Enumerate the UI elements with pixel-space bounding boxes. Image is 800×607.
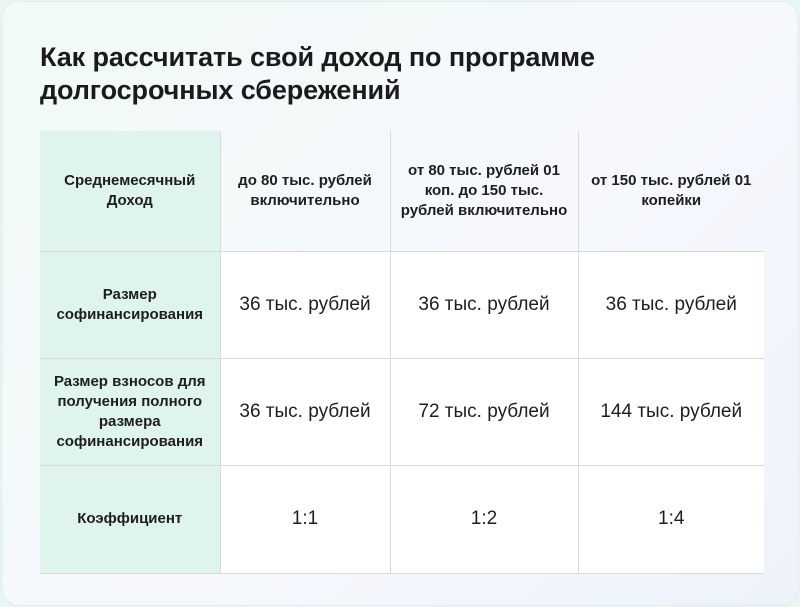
page-title: Как рассчитать свой доход по программе долгосрочных сбережений xyxy=(40,42,595,105)
table-cell: 72 тыс. рублей xyxy=(390,358,578,465)
table-cell: 36 тыс. рублей xyxy=(578,251,764,358)
table-cell: 36 тыс. рублей xyxy=(390,251,578,358)
table-cell: 1:1 xyxy=(220,465,390,573)
table-row-coefficient xyxy=(40,465,764,573)
header-cell-income-tier-1: до 80 тыс. рублей включительно xyxy=(220,131,390,251)
table-cell: 36 тыс. рублей xyxy=(220,358,390,465)
header-cell-income-tier-2: от 80 тыс. рублей 01 коп. до 150 тыс. рублей включительно xyxy=(390,131,578,251)
row-label-cell: Размер софинансирования xyxy=(40,251,220,358)
info-card xyxy=(1,1,799,606)
table-cell: 1:4 xyxy=(578,465,764,573)
header-label-cell: Среднемесячный Доход xyxy=(40,131,220,251)
header-cell-income-tier-3: от 150 тыс. рублей 01 копейки xyxy=(578,131,764,251)
table-row-cofinancing xyxy=(40,251,764,358)
table-cell: 36 тыс. рублей xyxy=(220,251,390,358)
row-label-cell: Размер взносов для получения полного размера софинансирования xyxy=(40,358,220,465)
table-cell: 144 тыс. рублей xyxy=(578,358,764,465)
table-cell: 1:2 xyxy=(390,465,578,573)
table-header-row xyxy=(40,131,764,251)
row-label-cell: Коэффициент xyxy=(40,465,220,573)
table-row-contributions xyxy=(40,358,764,465)
income-table xyxy=(40,131,764,574)
